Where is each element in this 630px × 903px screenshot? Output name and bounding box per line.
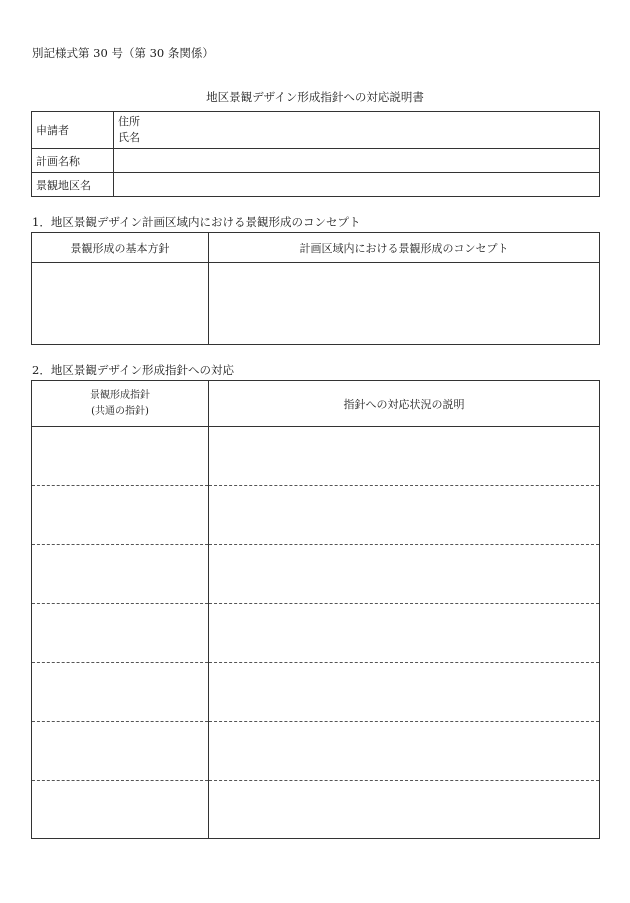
section1-heading: 1．地区景観デザイン計画区域内における景観形成のコンセプト xyxy=(32,215,361,229)
concept-table xyxy=(31,232,600,345)
status-cell[interactable] xyxy=(209,427,600,486)
applicant-label: 申請者 xyxy=(32,112,114,149)
guideline-cell[interactable] xyxy=(32,604,209,663)
guideline-correspondence-table xyxy=(31,380,600,839)
guideline-cell[interactable] xyxy=(32,722,209,781)
guideline-header xyxy=(32,381,209,427)
guideline-cell[interactable] xyxy=(32,545,209,604)
concept-cell[interactable] xyxy=(209,263,600,345)
status-cell[interactable] xyxy=(209,545,600,604)
name-label: 氏名 xyxy=(118,131,140,144)
status-cell[interactable] xyxy=(209,722,600,781)
applicant-value-cell[interactable] xyxy=(114,112,600,149)
guideline-cell[interactable] xyxy=(32,781,209,839)
status-cell[interactable] xyxy=(209,604,600,663)
district-name-field[interactable] xyxy=(114,173,600,197)
applicant-info-table xyxy=(31,111,600,197)
guideline-cell[interactable] xyxy=(32,663,209,722)
section2-heading: 2．地区景観デザイン形成指針への対応 xyxy=(32,363,235,377)
district-name-label: 景観地区名 xyxy=(32,173,114,197)
status-header: 指針への対応状況の説明 xyxy=(209,381,600,427)
status-cell[interactable] xyxy=(209,486,600,545)
basic-policy-header: 景観形成の基本方針 xyxy=(32,233,209,263)
guideline-header-title: 景観形成指針 xyxy=(90,389,150,401)
form-number-label: 別記様式第 30 号（第 30 条関係） xyxy=(32,46,214,60)
status-cell[interactable] xyxy=(209,781,600,839)
guideline-cell[interactable] xyxy=(32,486,209,545)
address-label: 住所 xyxy=(118,115,140,128)
status-cell[interactable] xyxy=(209,663,600,722)
plan-name-label: 計画名称 xyxy=(32,149,114,173)
concept-header: 計画区域内における景観形成のコンセプト xyxy=(209,233,600,263)
basic-policy-cell[interactable] xyxy=(32,263,209,345)
document-title: 地区景観デザイン形成指針への対応説明書 xyxy=(206,90,424,104)
guideline-header-sub: (共通の指針) xyxy=(91,405,149,417)
plan-name-field[interactable] xyxy=(114,149,600,173)
guideline-cell[interactable] xyxy=(32,427,209,486)
